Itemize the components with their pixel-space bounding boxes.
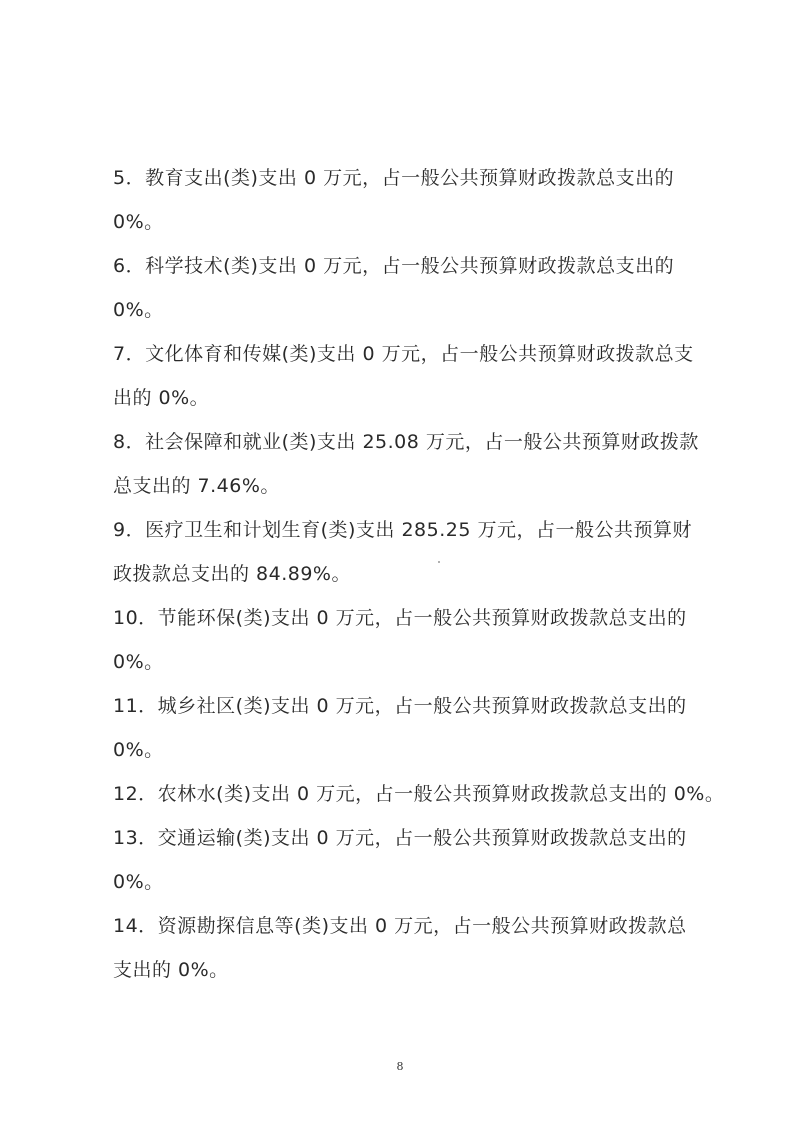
paragraph-item-9 bbox=[113, 508, 703, 596]
paragraph-line: 7．文化体育和传媒(类)支出 0 万元，占一般公共预算财政拨款总支 bbox=[113, 343, 694, 365]
paragraph-line: 总支出的 7.46%。 bbox=[113, 475, 280, 497]
paragraph-line: 0%。 bbox=[113, 651, 164, 673]
paragraph-item-12 bbox=[113, 772, 725, 816]
expenditure-paragraph-list bbox=[113, 156, 725, 992]
paragraph-line: 14．资源勘探信息等(类)支出 0 万元，占一般公共预算财政拨款总 bbox=[113, 915, 687, 937]
paragraph-line: 政拨款总支出的 84.89%。 bbox=[113, 563, 351, 585]
paragraph-line: 0%。 bbox=[113, 871, 164, 893]
paragraph-line: 0%。 bbox=[113, 211, 164, 233]
paragraph-line: 0%。 bbox=[113, 739, 164, 761]
paragraph-item-5 bbox=[113, 156, 703, 244]
paragraph-line: 10．节能环保(类)支出 0 万元，占一般公共预算财政拨款总支出的 bbox=[113, 607, 687, 629]
paragraph-line: 11．城乡社区(类)支出 0 万元，占一般公共预算财政拨款总支出的 bbox=[113, 695, 687, 717]
paragraph-line: 13．交通运输(类)支出 0 万元，占一般公共预算财政拨款总支出的 bbox=[113, 827, 687, 849]
paragraph-line: 12．农林水(类)支出 0 万元，占一般公共预算财政拨款总支出的 0%。 bbox=[113, 783, 725, 805]
paragraph-item-11 bbox=[113, 684, 703, 772]
paragraph-line: 9．医疗卫生和计划生育(类)支出 285.25 万元，占一般公共预算财 bbox=[113, 519, 692, 541]
paragraph-item-6 bbox=[113, 244, 703, 332]
page-number: 8 bbox=[396, 1060, 404, 1073]
paragraph-line: 支出的 0%。 bbox=[113, 959, 229, 981]
paragraph-item-13 bbox=[113, 816, 703, 904]
paragraph-line: 5．教育支出(类)支出 0 万元，占一般公共预算财政拨款总支出的 bbox=[113, 167, 675, 189]
paragraph-line: 6．科学技术(类)支出 0 万元，占一般公共预算财政拨款总支出的 bbox=[113, 255, 675, 277]
scan-speck bbox=[438, 561, 440, 563]
paragraph-item-10 bbox=[113, 596, 703, 684]
paragraph-item-8 bbox=[113, 420, 703, 508]
paragraph-item-7 bbox=[113, 332, 703, 420]
paragraph-item-14 bbox=[113, 904, 703, 992]
paragraph-line: 8．社会保障和就业(类)支出 25.08 万元，占一般公共预算财政拨款 bbox=[113, 431, 699, 453]
paragraph-line: 0%。 bbox=[113, 299, 164, 321]
paragraph-line: 出的 0%。 bbox=[113, 387, 210, 409]
